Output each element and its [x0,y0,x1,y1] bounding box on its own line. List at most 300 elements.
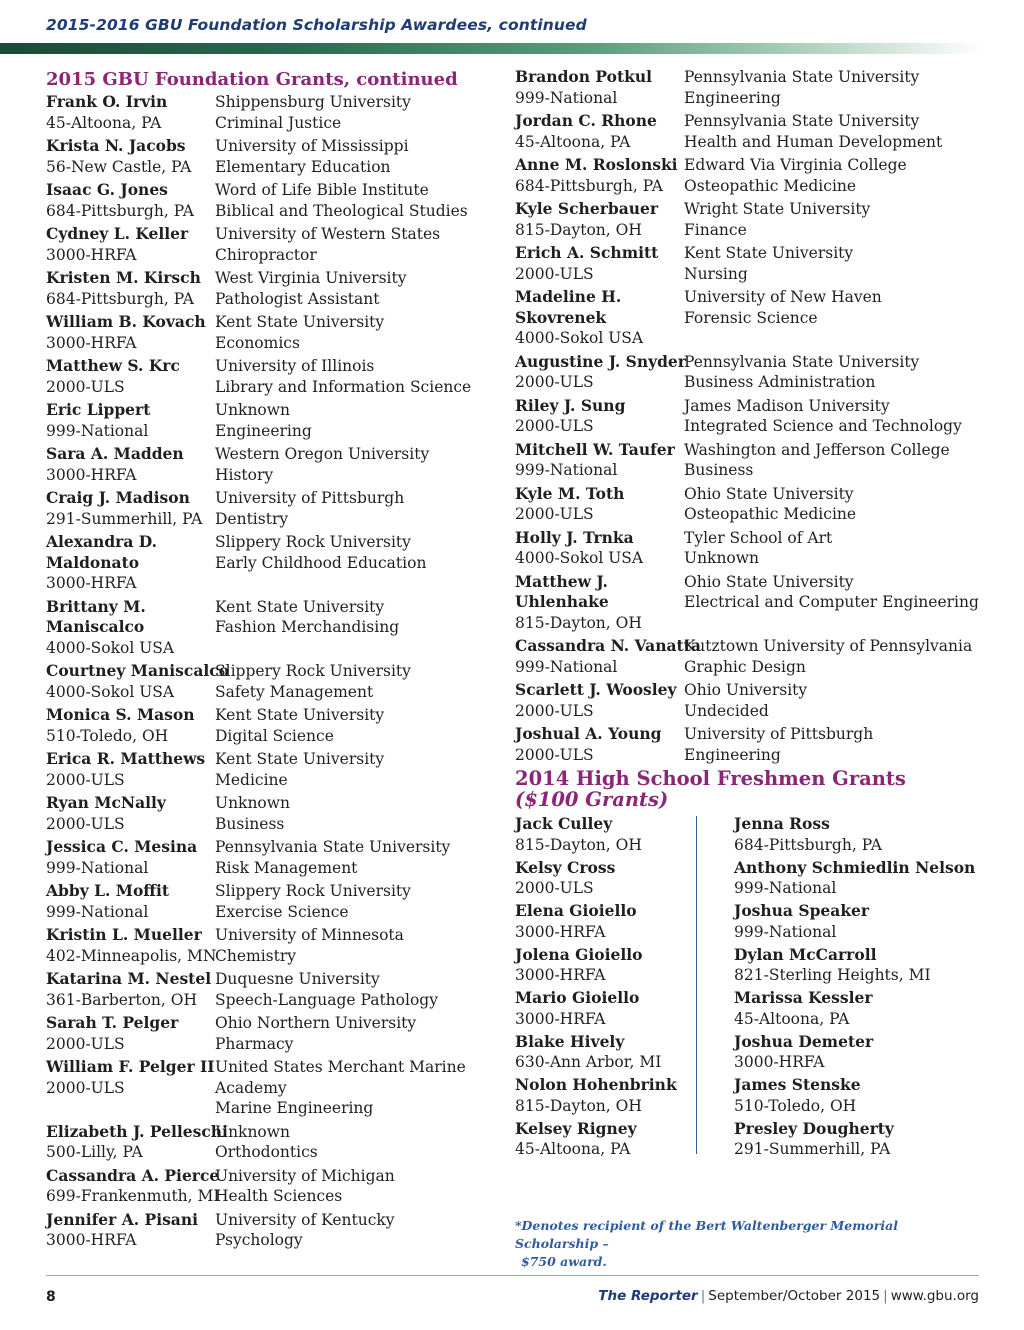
freshman-entry [515,945,734,986]
awardee-study [684,243,995,284]
awardee-lodge: 4000-Sokol USA [46,682,175,701]
awardee-study [684,528,995,569]
awardee-identity [46,925,215,966]
freshman-name: Mario Gioiello [515,988,640,1007]
freshman-name: Presley Dougherty [734,1118,894,1138]
awardee-study [684,352,995,393]
awardee-identity [46,705,215,746]
awardee-school: University of Mississippi [215,137,409,155]
awardee-study [684,440,995,481]
awardee-lodge: 999-National [46,902,149,921]
awardee-school: United States Merchant Marine [215,1058,466,1076]
awardee-entry [46,597,496,659]
awardee-name: Jessica C. Mesina [46,837,198,856]
awardee-lodge: 361-Barberton, OH [46,990,197,1009]
awardee-identity [515,287,684,349]
awardee-entry [46,837,496,878]
awardee-field: Fashion Merchandising [215,618,400,636]
awardee-study [684,199,995,240]
awardee-name: Craig J. Madison [46,488,190,507]
awardee-name: Cassandra N. Vanatta [515,636,701,655]
footer-rule [46,1275,979,1276]
awardee-lodge: 999-National [515,461,618,479]
freshmen-grid [515,814,995,1162]
awardee-entry [46,136,496,177]
awardee-entry [46,532,496,594]
awardee-name: Sarah T. Pelger [46,1013,179,1032]
awardee-study [215,597,496,659]
awardee-lodge: 56-New Castle, PA [46,157,192,176]
awardee-field: Digital Science [215,726,334,745]
awardee-entry [515,67,995,108]
awardee-lodge: 2000-ULS [46,377,125,396]
section-title-freshmen: 2014 High School Freshmen Grants [515,767,906,790]
awardee-field: Engineering [684,88,781,107]
freshman-name: Jenna Ross [734,814,830,833]
freshman-name: Dylan McCarroll [734,944,877,964]
awardee-identity [515,111,684,152]
awardee-identity [46,793,215,834]
awardee-name: Frank O. Irvin [46,92,168,111]
awardee-entry [515,243,995,284]
awardee-study [684,636,995,677]
awardee-field: Risk Management [215,858,358,877]
awardee-name: Krista N. Jacobs [46,136,186,155]
awardee-school: Slippery Rock University [215,882,411,900]
awardee-study [215,1122,496,1163]
awardee-school: Wright State University [684,200,871,218]
freshman-entry [734,814,953,855]
awardee-name: Riley J. Sung [515,395,626,415]
awardee-field: Dentistry [215,509,289,528]
awardee-name: Anne M. Roslonski [515,155,678,174]
awardee-lodge: 2000-ULS [46,1034,125,1053]
freshman-entry [734,945,953,986]
awardee-lodge: 999-National [515,88,618,107]
awardee-school: University of Pittsburgh [684,725,874,743]
freshman-lodge: 2000-ULS [515,879,594,897]
awardee-lodge: 815-Dayton, OH [515,220,642,239]
awardee-study [684,484,995,525]
freshman-lodge: 630-Ann Arbor, MI [515,1053,662,1071]
awardee-name: Brittany M. [46,596,146,616]
freshman-lodge: 684-Pittsburgh, PA [734,835,882,854]
awardee-identity [515,572,684,634]
awardee-lodge: 2000-ULS [515,701,594,720]
awardee-field: Criminal Justice [215,113,342,132]
issue-date: September/October 2015 [708,1288,881,1304]
awardee-entry [46,661,496,702]
footer-separator-2: | [883,1288,888,1304]
awardee-entry [46,488,496,529]
freshman-entry [515,1075,734,1116]
awardee-school: Pennsylvania State University [684,68,920,86]
freshman-name: Anthony Schmiedlin Nelson [734,857,976,877]
awardee-name: Abby L. Moffit [46,881,170,900]
awardee-entry [46,92,496,133]
awardee-field: Graphic Design [684,657,806,676]
awardee-school: University of Michigan [215,1166,395,1185]
awardee-study [215,224,496,265]
awardee-identity [46,444,215,485]
awardee-field: Integrated Science and Technology [684,417,962,435]
freshman-lodge: 291-Summerhill, PA [734,1140,891,1158]
awardee-lodge: 999-National [46,421,149,440]
website-link[interactable]: www.gbu.org [890,1288,979,1304]
awardee-field: Engineering [684,745,781,764]
awardee-school: University of Illinois [215,357,375,375]
awardee-field: Finance [684,220,747,239]
awardee-identity [515,528,684,569]
footnote-line-1: *Denotes recipient of the Bert Waltenberger Memorial Scholarship – [515,1218,898,1251]
awardee-field: Nursing [684,264,748,283]
awardee-name: Elizabeth J. Pelleschi [46,1121,228,1141]
awardee-identity [46,532,215,594]
awardee-school: Ohio University [684,681,808,699]
awardee-school: Kent State University [215,750,385,768]
awardee-identity [46,749,215,790]
awardee-field: Health Sciences [215,1187,343,1205]
awardee-name: Cydney L. Keller [46,224,189,243]
freshman-lodge: 3000-HRFA [515,922,606,941]
footer-publication-info [598,1288,979,1304]
awardee-school: Unknown [215,401,291,419]
awardee-entry [46,224,496,265]
awardee-identity [46,92,215,133]
awardee-name: Katarina M. Nestel [46,969,212,988]
awardee-school: James Madison University [684,396,890,415]
awardee-school: Ohio State University [684,484,854,503]
awardee-study [215,1210,496,1251]
awardee-name-continued: Maldonato [46,552,140,572]
awardee-entry [46,705,496,746]
awardee-identity [46,969,215,1010]
awardee-study [215,268,496,309]
awardee-field: Exercise Science [215,902,349,921]
awardee-entry [515,724,995,765]
awardee-field: Unknown [684,549,760,567]
awardee-entry [515,352,995,393]
freshman-entry [515,814,734,855]
awardee-school: University of New Haven [684,288,882,306]
footnote-line-2: $750 award. [521,1254,607,1269]
awardee-identity [46,1210,215,1251]
freshman-name: Elena Gioiello [515,901,637,920]
freshman-name: Nolon Hohenbrink [515,1075,677,1094]
awardee-field: Elementary Education [215,157,391,176]
awardee-study [215,705,496,746]
awardee-school: Ohio State University [684,572,854,591]
awardee-lodge: 2000-ULS [515,417,594,435]
awardee-identity [515,440,684,481]
awardee-field: Biblical and Theological Studies [215,201,468,220]
freshmen-divider [696,816,697,1154]
footer-separator-1: | [700,1288,706,1304]
awardee-school: Western Oregon University [215,445,430,463]
awardee-entry [515,440,995,481]
publication-name: The Reporter [598,1288,698,1304]
awardee-study [684,572,995,634]
awardee-lodge: 2000-ULS [46,814,125,833]
awardee-identity [515,724,684,765]
awardee-study [215,793,496,834]
freshmen-column-2 [734,814,976,1162]
header-rule [0,43,985,54]
awardee-identity [46,881,215,922]
freshman-lodge: 999-National [734,879,837,897]
awardee-entry [46,925,496,966]
awardee-school: Slippery Rock University [215,662,411,680]
awardee-school: Kutztown University of Pennsylvania [684,637,973,655]
freshman-entry [734,857,976,899]
awardee-entry [515,287,995,349]
awardee-identity [515,155,684,196]
awardee-identity [46,268,215,309]
awardee-lodge: 4000-Sokol USA [46,638,175,657]
freshman-name: Joshua Demeter [734,1031,874,1051]
awardee-lodge: 3000-HRFA [46,245,137,264]
awardee-name: Eric Lippert [46,400,151,419]
awardee-entry [515,680,995,721]
awardee-lodge: 999-National [515,657,618,676]
awardee-name: William F. Pelger II [46,1057,215,1076]
awardee-lodge: 4000-Sokol USA [515,329,644,347]
awardee-school: Tyler School of Art [684,528,833,547]
awardee-field: Forensic Science [684,308,818,327]
awardee-identity [515,484,684,525]
freshman-lodge: 3000-HRFA [515,1009,606,1028]
freshman-name: Blake Hively [515,1031,625,1051]
page-number: 8 [46,1289,56,1305]
awardee-study [215,969,496,1010]
awardee-field: Business [215,814,285,833]
awardee-field: Marine Engineering [215,1099,374,1117]
awardee-entry [515,155,995,196]
awardee-name: Brandon Potkul [515,67,653,86]
awardee-school: Pennsylvania State University [215,838,451,856]
awardee-study [215,400,496,441]
awardee-study [215,180,496,221]
awardee-name: Scarlett J. Woosley [515,680,677,699]
awardee-lodge: 2000-ULS [46,770,125,789]
awardee-school: Shippensburg University [215,93,411,111]
awardee-name: Joshual A. Young [515,724,662,743]
awardee-lodge: 291-Summerhill, PA [46,509,203,528]
awardee-study [215,356,496,397]
freshman-entry [515,858,734,899]
awardee-field: Electrical and Computer Engineering [684,593,979,611]
awardee-identity [46,661,230,702]
awardee-name-continued: Skovrenek [515,307,607,327]
awardee-study [684,724,995,765]
awardee-lodge: 3000-HRFA [46,465,137,484]
freshman-lodge: 815-Dayton, OH [515,835,642,854]
awardee-school: Word of Life Bible Institute [215,181,429,199]
awardee-identity [515,67,684,108]
awardee-study [215,1013,496,1054]
awardee-entry [515,528,995,569]
awardee-name: Matthew S. Krc [46,356,180,375]
awardee-identity [515,243,684,284]
awardee-lodge: 999-National [46,858,149,877]
awardee-identity [46,224,215,265]
awardee-field: Speech-Language Pathology [215,990,438,1009]
awardee-field: Orthodontics [215,1143,318,1161]
awardee-field: Early Childhood Education [215,553,427,572]
awardee-field: Chemistry [215,946,297,965]
awardee-school: University of Pittsburgh [215,489,405,507]
awardee-study [215,661,496,702]
awardee-entry [46,1166,496,1207]
awardee-lodge: 684-Pittsburgh, PA [46,201,194,220]
awardee-field: Safety Management [215,682,374,701]
freshman-lodge: 510-Toledo, OH [734,1096,857,1115]
awardee-identity [46,180,215,221]
freshman-lodge: 3000-HRFA [734,1053,825,1071]
awardee-field: Library and Information Science [215,377,472,396]
awardee-identity [46,312,215,353]
awardee-school: Duquesne University [215,970,380,988]
awardee-study [215,532,496,594]
awardee-name: Madeline H. [515,287,622,306]
awardee-name: Kyle M. Toth [515,483,625,503]
awardee-school: Unknown [215,794,291,812]
awardee-school-continued: Academy [215,1078,287,1097]
awardee-identity [46,488,215,529]
awardee-field: Health and Human Development [684,132,943,151]
awardee-field: Economics [215,333,300,352]
awardee-lodge: 3000-HRFA [46,574,137,592]
awardee-entry [515,484,995,525]
freshman-lodge: 45-Altoona, PA [515,1140,631,1158]
awardee-school: Kent State University [215,313,385,331]
freshman-name: Kelsey Rigney [515,1118,637,1138]
awardee-entry [46,1057,496,1119]
awardee-lodge: 684-Pittsburgh, PA [515,176,663,195]
awardee-study [215,1166,496,1207]
awardee-study [215,488,496,529]
awardee-school: Washington and Jefferson College [684,440,950,459]
awardee-study [215,881,496,922]
awardee-lodge: 699-Frankenmuth, MI [46,1187,220,1205]
awardee-field: Psychology [215,1231,303,1249]
freshman-lodge: 815-Dayton, OH [515,1096,642,1115]
freshman-name: Jack Culley [515,814,613,833]
freshman-lodge: 999-National [734,922,837,941]
awardee-study [215,444,496,485]
awardee-identity [46,400,215,441]
awardee-entry [46,1122,496,1163]
awardee-name: Erich A. Schmitt [515,243,659,262]
awardee-field: Medicine [215,770,288,789]
awardee-entry [46,312,496,353]
awardee-field: Pharmacy [215,1034,294,1053]
awardee-lodge: 45-Altoona, PA [515,132,631,151]
awardee-field: Business Administration [684,373,876,391]
freshman-lodge: 3000-HRFA [515,966,606,984]
awardee-field: Osteopathic Medicine [684,505,857,523]
awardee-entry [46,881,496,922]
awardee-study [684,111,995,152]
awardee-study [215,136,496,177]
awardee-identity [515,199,684,240]
awardee-school: West Virginia University [215,269,407,287]
freshman-entry [734,1032,953,1073]
footnote [515,1217,985,1271]
awardee-lodge: 684-Pittsburgh, PA [46,289,194,308]
awardee-name: Jennifer A. Pisani [46,1209,199,1229]
freshman-name: James Stenske [734,1075,861,1094]
awardee-entry [46,969,496,1010]
section-title-grants: 2015 GBU Foundation Grants, continued [46,69,458,90]
awardee-school: Ohio Northern University [215,1014,417,1032]
awardee-school: Kent State University [684,244,854,262]
awardee-name: Ryan McNally [46,793,166,812]
awardee-identity [46,1165,220,1207]
awardee-name: Alexandra D. [46,532,158,551]
awardee-lodge: 815-Dayton, OH [515,613,642,632]
awardee-entry [46,356,496,397]
awardee-study [215,925,496,966]
awardee-school: Kent State University [215,706,385,724]
awardee-identity [46,1121,228,1163]
freshman-name: Joshua Speaker [734,901,870,920]
awardee-name: Jordan C. Rhone [515,111,657,130]
awardee-name: Kristin L. Mueller [46,925,202,944]
awardee-name: Courtney Maniscalco [46,661,230,680]
awardee-school: Kent State University [215,597,385,616]
page-header-title: 2015-2016 GBU Foundation Scholarship Awardees, continued [46,16,587,34]
awardee-school: Pennsylvania State University [684,112,920,130]
awardee-name: Cassandra A. Pierce [46,1165,220,1185]
awardee-study [215,749,496,790]
awardee-identity [515,396,684,437]
awardee-name: Erica R. Matthews [46,749,206,768]
awardee-identity [46,136,215,177]
awardee-school: University of Minnesota [215,926,404,944]
freshman-name: Kelsy Cross [515,857,616,877]
awardee-lodge: 500-Lilly, PA [46,1143,143,1161]
awardee-identity [46,1057,215,1119]
awardee-entry [46,749,496,790]
freshman-entry [734,901,953,942]
awardee-study [684,155,995,196]
left-column [46,68,496,1254]
awardee-school: Edward Via Virginia College [684,156,907,174]
awardee-entry [46,444,496,485]
awardee-lodge: 2000-ULS [515,505,594,523]
section-subtitle-freshmen: ($100 Grants) [515,788,669,811]
awardee-name: Sara A. Madden [46,444,184,463]
awardee-name: Augustine J. Snyder [515,351,686,371]
awardee-name: Monica S. Mason [46,705,195,724]
awardee-identity [46,597,215,659]
awardee-list-left [46,92,496,1251]
awardee-entry [46,1013,496,1054]
awardee-name-continued: Uhlenhake [515,592,609,611]
awardee-name: Matthew J. [515,571,608,591]
awardee-identity [46,837,215,878]
freshman-entry [734,1075,953,1116]
awardee-lodge: 4000-Sokol USA [515,549,644,567]
awardee-school: University of Kentucky [215,1210,395,1229]
awardee-field: Chiropractor [215,245,317,264]
freshmen-column-1 [515,814,734,1162]
awardee-entry [46,180,496,221]
freshman-lodge: 821-Sterling Heights, MI [734,966,931,984]
freshman-entry [734,988,953,1029]
awardee-lodge: 402-Minneapolis, MN [46,946,217,965]
